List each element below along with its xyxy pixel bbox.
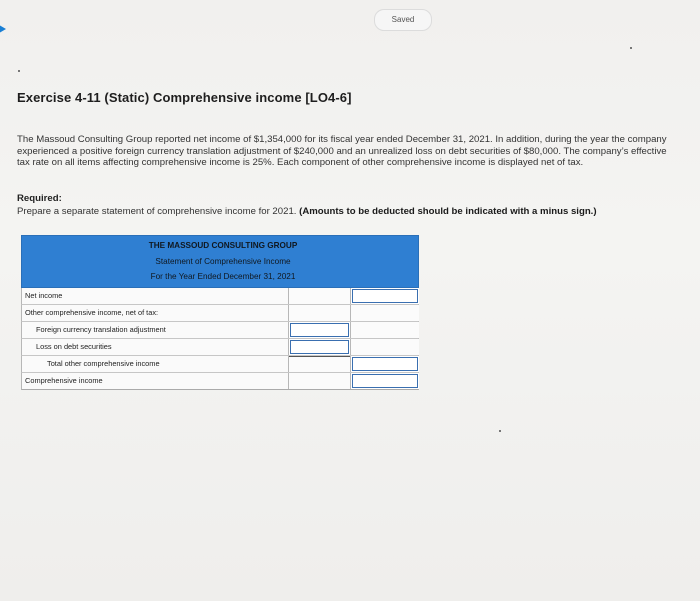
company-name: THE MASSOUD CONSULTING GROUP bbox=[148, 241, 298, 250]
statement-table bbox=[21, 235, 419, 390]
foreign-currency-input[interactable] bbox=[288, 322, 350, 338]
table-row-comprehensive-income bbox=[21, 373, 419, 390]
required-instructions bbox=[17, 206, 597, 217]
oci-heading-col1-cell bbox=[288, 305, 350, 321]
table-row-total-oci bbox=[21, 356, 419, 373]
oci-heading-col2-cell bbox=[350, 305, 419, 321]
expand-arrow-icon[interactable] bbox=[0, 22, 6, 36]
stray-mark bbox=[18, 70, 20, 72]
foreign-currency-col2-cell bbox=[350, 322, 419, 338]
exercise-title: Exercise 4-11 (Static) Comprehensive income [LO4-6] bbox=[17, 90, 352, 105]
row-label: Loss on debt securities bbox=[36, 342, 112, 351]
saved-status-button[interactable]: Saved bbox=[374, 9, 432, 31]
row-label: Other comprehensive income, net of tax: bbox=[25, 308, 159, 317]
net-income-col1-cell bbox=[288, 288, 350, 304]
stray-mark bbox=[630, 47, 632, 49]
statement-period: For the Year Ended December 31, 2021 bbox=[150, 272, 296, 281]
table-row-net-income bbox=[21, 288, 419, 305]
loss-debt-securities-col2-cell bbox=[350, 339, 419, 355]
loss-debt-securities-input[interactable] bbox=[288, 339, 350, 355]
row-label: Foreign currency translation adjustment bbox=[36, 325, 166, 334]
statement-header bbox=[21, 235, 419, 288]
total-oci-col1-cell bbox=[288, 356, 350, 372]
comprehensive-income-input[interactable] bbox=[350, 373, 419, 389]
required-label: Required: bbox=[17, 193, 62, 204]
statement-title: Statement of Comprehensive Income bbox=[155, 257, 291, 266]
comprehensive-income-col1-cell bbox=[288, 373, 350, 389]
row-label: Total other comprehensive income bbox=[47, 359, 160, 368]
top-bar bbox=[0, 0, 700, 42]
table-row-foreign-currency bbox=[21, 322, 419, 339]
table-row-oci-heading bbox=[21, 305, 419, 322]
required-text: Prepare a separate statement of comprehensive income for 2021. bbox=[17, 206, 297, 217]
required-note: (Amounts to be deducted should be indicated with a minus sign.) bbox=[299, 206, 597, 217]
total-oci-input[interactable] bbox=[350, 356, 419, 372]
row-label: Comprehensive income bbox=[25, 376, 103, 385]
net-income-input[interactable] bbox=[350, 288, 419, 304]
stray-mark bbox=[499, 430, 501, 432]
table-row-loss-debt-securities bbox=[21, 339, 419, 356]
exercise-intro: The Massoud Consulting Group reported net income of $1,354,000 for its fiscal year ended December 31, 2021. In addition, during the year the company experienced a positive foreign currency translation adjustment of $240,000 and an unrealized loss on debt securities of $80,000. The company’s effective tax rate on all items affecting comprehensive income is 25%. Each component of other comprehensive income is displayed net of tax. bbox=[17, 134, 667, 169]
row-label: Net income bbox=[25, 291, 63, 300]
